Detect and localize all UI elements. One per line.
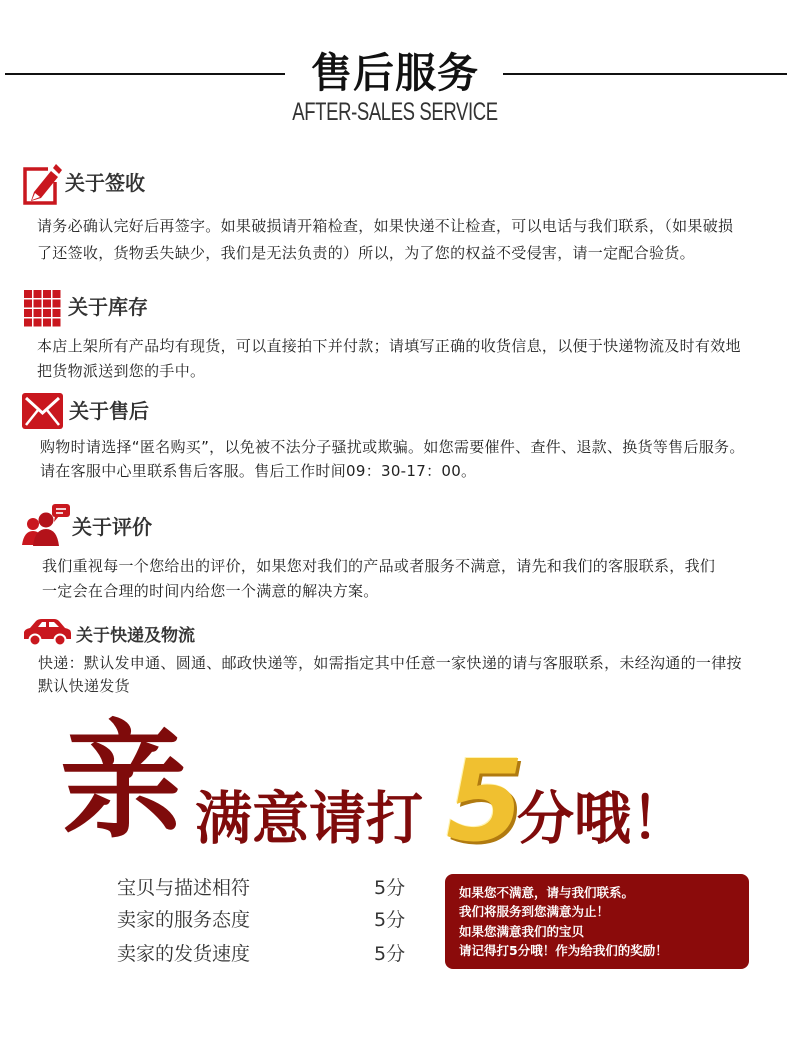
section-text-delivery-line-1: 快递：默认发申通、圆通、邮政快递等，如需指定其中任意一家快递的请与客服联系，未经沟通的一律按 [38,654,742,672]
sign-pen-icon [22,162,62,206]
section-text-review-line-2: 一定会在合理的时间内给您一个满意的解决方案。 [42,582,379,600]
notice-line-1: 如果您不满意，请与我们联系。 [459,885,635,900]
notice-box [445,874,749,969]
page-subtitle: AFTER-SALES SERVICE [292,98,498,126]
section-text-aftersale-line-2: 请在客服中心里联系售后客服。售后工作时间09：30-17：00。 [40,462,477,480]
section-heading-delivery: 关于快递及物流 [76,626,195,646]
banner-score: 5 [446,737,524,867]
section-text-aftersale-line-1: 购物时请选择“匿名购买”，以免被不法分子骚扰或欺骗。如您需要催件、查件、退款、换货等售后服务。 [40,438,745,456]
grid-icon [24,290,61,327]
section-text-stock-line-1: 本店上架所有产品均有现货，可以直接拍下并付款；请填写正确的收货信息，以便于快递物流及时有效地 [37,337,741,355]
banner-big-char: 亲 [60,708,186,855]
people-chat-icon [22,504,70,546]
rating-value-description: 5分 [374,877,406,899]
section-heading-review: 关于评价 [72,515,152,539]
section-text-stock-line-2: 把货物派送到您的手中。 [37,362,206,380]
notice-line-3: 如果您满意我们的宝贝 [459,924,585,939]
section-heading-sign: 关于签收 [65,171,145,195]
notice-line-2: 我们将服务到您满意为止！ [459,904,610,919]
page-title: 售后服务 [311,49,479,97]
envelope-icon [22,393,63,429]
rating-label-description: 宝贝与描述相符 [117,877,251,899]
banner-text-1: 满意请打 [195,786,423,852]
rating-value-shipping: 5分 [374,943,406,965]
banner-text-2: 分哦！ [517,786,688,852]
section-heading-aftersale: 关于售后 [69,399,149,423]
section-text-sign-line-2: 了还签收，货物丢失缺少，我们是无法负责的）所以，为了您的权益不受侵害，请一定配合验货。 [37,244,695,262]
rating-value-service: 5分 [374,909,406,931]
section-text-delivery-line-2: 默认快递发货 [38,677,130,695]
notice-line-4: 请记得打5分哦！作为给我们的奖励！ [459,943,668,958]
car-icon [22,619,72,647]
section-text-review-line-1: 我们重视每一个您给出的评价，如果您对我们的产品或者服务不满意，请先和我们的客服联系，我们 [42,557,716,575]
rating-label-shipping: 卖家的发货速度 [117,943,251,965]
section-text-sign-line-1: 请务必确认完好后再签字。如果破损请开箱检查，如果快递不让检查，可以电话与我们联系，（如果破损 [37,217,734,235]
section-heading-stock: 关于库存 [68,295,148,319]
rating-label-service: 卖家的服务态度 [117,909,251,931]
